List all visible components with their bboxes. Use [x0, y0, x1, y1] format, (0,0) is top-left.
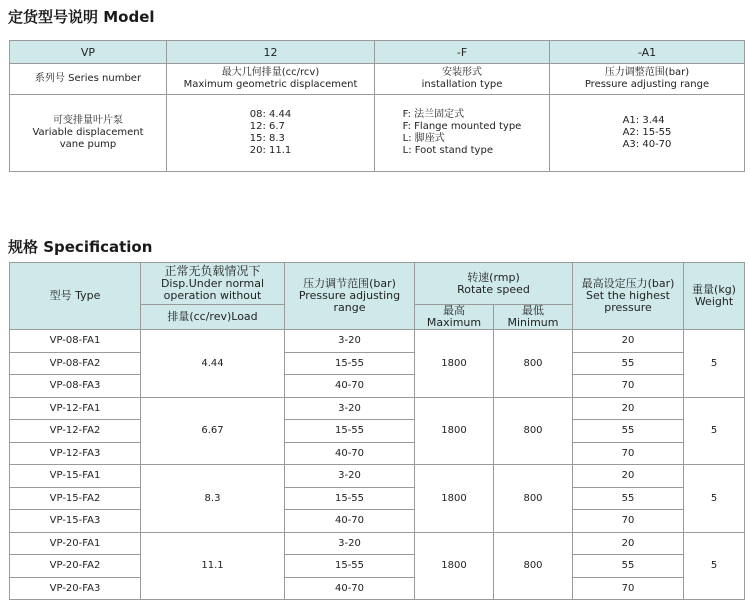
pressure-range-cell: 3-20	[285, 397, 415, 420]
displacement-options	[167, 95, 375, 172]
desc-cn: 压力调整范围(bar)	[604, 67, 690, 78]
option-line: A2: 15-55	[622, 127, 672, 138]
pressure-range-cell: 3-20	[285, 330, 415, 353]
model-header-row	[10, 41, 745, 64]
option-line: 20: 11.1	[249, 145, 292, 156]
pressure-range-cell: 3-20	[285, 532, 415, 555]
model-header-cell: -F	[375, 41, 550, 64]
model-description-row	[10, 64, 745, 95]
displacement-cell: 8.3	[141, 465, 285, 533]
header-line: 重量(kg)	[692, 283, 736, 296]
set-pressure-cell: 20	[573, 397, 684, 420]
pressure-range-cell: 15-55	[285, 420, 415, 443]
header-line: Rotate speed	[457, 282, 530, 296]
desc-cn: 安装形式	[442, 67, 482, 78]
table-row	[10, 532, 745, 555]
table-row	[10, 375, 745, 398]
table-row	[10, 555, 745, 578]
header-line: 转速(rmp)	[467, 270, 520, 284]
type-cell: VP-20-FA1	[10, 532, 141, 555]
header-line: operation without	[163, 289, 262, 302]
pressure-options	[550, 95, 745, 172]
type-cell: VP-15-FA1	[10, 465, 141, 488]
header-pressure-range	[285, 263, 415, 330]
type-cell: VP-20-FA3	[10, 577, 141, 600]
option-line: L: Foot stand type	[402, 145, 493, 156]
model-section-title: 定货型号说明 Model	[8, 8, 155, 26]
table-row	[10, 420, 745, 443]
model-values-row	[10, 95, 745, 172]
option-line: 12: 6.7	[249, 121, 285, 132]
option-line: 15: 8.3	[249, 133, 285, 144]
type-cell: VP-08-FA3	[10, 375, 141, 398]
table-row	[10, 510, 745, 533]
header-speed-max	[415, 305, 494, 330]
type-cell: VP-20-FA2	[10, 555, 141, 578]
type-cell: VP-12-FA1	[10, 397, 141, 420]
series-line: 可变排量叶片泵	[53, 115, 123, 126]
spec-header-row	[10, 263, 745, 305]
set-pressure-cell: 55	[573, 420, 684, 443]
set-pressure-cell: 20	[573, 532, 684, 555]
pressure-range-cell: 15-55	[285, 555, 415, 578]
pressure-range-cell: 40-70	[285, 577, 415, 600]
header-displacement	[141, 263, 285, 305]
header-line: 正常无负载情况下	[164, 264, 261, 278]
set-pressure-cell: 70	[573, 510, 684, 533]
model-header-cell: 12	[167, 41, 375, 64]
displacement-cell: 11.1	[141, 532, 285, 600]
table-row	[10, 442, 745, 465]
header-weight	[684, 263, 745, 330]
header-line: Disp.Under normal	[160, 277, 265, 290]
type-cell: VP-08-FA2	[10, 352, 141, 375]
header-line: pressure	[604, 301, 652, 314]
table-row	[10, 465, 745, 488]
header-displacement-sub: 排量(cc/rev)Load	[141, 305, 285, 330]
header-type: 型号 Type	[10, 263, 141, 330]
option-line: A1: 3.44	[622, 115, 665, 126]
max-speed-cell: 1800	[415, 465, 494, 533]
header-line: 最低	[522, 304, 544, 317]
set-pressure-cell: 20	[573, 465, 684, 488]
table-row	[10, 577, 745, 600]
max-speed-cell: 1800	[415, 397, 494, 465]
table-row	[10, 352, 745, 375]
pressure-range-cell: 15-55	[285, 352, 415, 375]
model-header-cell: -A1	[550, 41, 745, 64]
option-line: L: 脚座式	[402, 133, 445, 144]
weight-cell: 5	[684, 330, 745, 398]
desc-cn: 最大几何排量(cc/rcv)	[221, 67, 320, 78]
min-speed-cell: 800	[494, 465, 573, 533]
header-line: Set the highest	[586, 289, 670, 302]
desc-en: Maximum geometric displacement	[183, 79, 358, 90]
model-desc-displacement	[167, 64, 375, 95]
min-speed-cell: 800	[494, 532, 573, 600]
min-speed-cell: 800	[494, 397, 573, 465]
header-line: 最高	[443, 304, 465, 317]
series-value	[10, 95, 167, 172]
max-speed-cell: 1800	[415, 330, 494, 398]
set-pressure-cell: 70	[573, 577, 684, 600]
option-line: 08: 4.44	[249, 109, 292, 120]
pressure-range-cell: 15-55	[285, 487, 415, 510]
option-line: F: Flange mounted type	[402, 121, 522, 132]
header-line: range	[333, 301, 366, 314]
table-row	[10, 397, 745, 420]
option-line: A3: 40-70	[622, 139, 672, 150]
weight-cell: 5	[684, 532, 745, 600]
desc-en: Pressure adjusting range	[584, 79, 710, 90]
set-pressure-cell: 70	[573, 375, 684, 398]
spec-table-body	[10, 330, 745, 600]
displacement-cell: 4.44	[141, 330, 285, 398]
set-pressure-cell: 20	[573, 330, 684, 353]
type-cell: VP-08-FA1	[10, 330, 141, 353]
max-speed-cell: 1800	[415, 532, 494, 600]
header-line: Pressure adjusting	[298, 289, 401, 302]
pressure-range-cell: 40-70	[285, 510, 415, 533]
desc-en: installation type	[421, 79, 503, 90]
set-pressure-cell: 55	[573, 555, 684, 578]
set-pressure-cell: 55	[573, 487, 684, 510]
desc-cn: 系列号 Series number	[34, 73, 142, 84]
min-speed-cell: 800	[494, 330, 573, 398]
type-cell: VP-15-FA3	[10, 510, 141, 533]
header-line: Weight	[694, 295, 734, 308]
pressure-range-cell: 3-20	[285, 465, 415, 488]
series-line: Variable displacement	[32, 127, 144, 138]
model-desc-installation	[375, 64, 550, 95]
spec-section-title: 规格 Specification	[8, 238, 153, 256]
installation-options	[375, 95, 550, 172]
displacement-cell: 6.67	[141, 397, 285, 465]
spec-table	[9, 262, 745, 600]
model-table	[9, 40, 745, 172]
pressure-range-cell: 40-70	[285, 442, 415, 465]
pressure-range-cell: 40-70	[285, 375, 415, 398]
model-desc-series	[10, 64, 167, 95]
model-desc-pressure	[550, 64, 745, 95]
header-line: Maximum	[426, 316, 482, 329]
header-rotate-speed	[415, 263, 573, 305]
header-line: 最高设定压力(bar)	[581, 277, 675, 290]
table-row	[10, 487, 745, 510]
header-line: Minimum	[507, 316, 559, 329]
type-cell: VP-15-FA2	[10, 487, 141, 510]
header-line: 压力调节范围(bar)	[303, 277, 396, 290]
type-cell: VP-12-FA2	[10, 420, 141, 443]
header-max-pressure	[573, 263, 684, 330]
table-row	[10, 330, 745, 353]
header-speed-min	[494, 305, 573, 330]
model-header-cell: VP	[10, 41, 167, 64]
weight-cell: 5	[684, 397, 745, 465]
weight-cell: 5	[684, 465, 745, 533]
option-line: F: 法兰固定式	[402, 109, 465, 120]
set-pressure-cell: 70	[573, 442, 684, 465]
set-pressure-cell: 55	[573, 352, 684, 375]
type-cell: VP-12-FA3	[10, 442, 141, 465]
series-line: vane pump	[59, 139, 117, 150]
